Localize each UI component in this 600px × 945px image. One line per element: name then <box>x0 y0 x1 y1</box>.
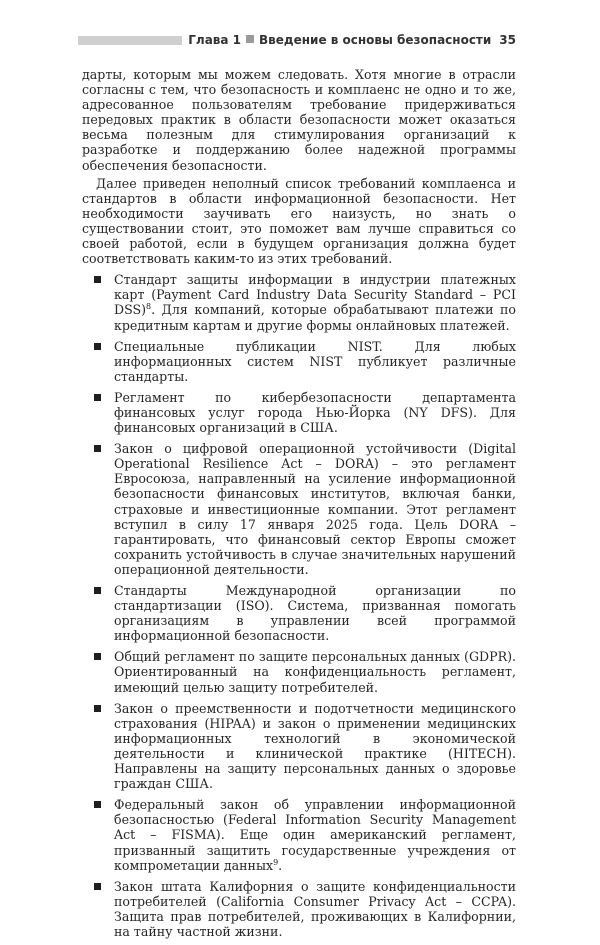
standards-list <box>82 272 516 939</box>
page-number: 35 <box>499 33 516 47</box>
list-item <box>82 272 516 332</box>
footnote-marker: 9 <box>273 857 279 867</box>
list-item-text: Федеральный закон об управлении информационной безопасностью (Federal Information Security Management Act – FISMA). Еще один американский регламент, призванный защитить государственные учреждения от компрометации данных <box>114 797 516 873</box>
list-item-text: Закон о цифровой операционной устойчивости (Digital Operational Resilience Act – DORA) – это регламент Евросоюза, направленный на усиление информационной безопасности финансовых институтов, включая банки, страховые и инвестиционные компании. Этот регламент вступил в силу 17 января 2025 года. Цель DORA – гарантировать, что финансовый сектор Европы сможет сохранить устойчивость в случае значительных нарушений операционной деятельности. <box>114 441 516 577</box>
list-item <box>82 441 516 577</box>
list-item-text-after: . Для компаний, которые обрабатывают платежи по кредитным картам и другие формы онлайновых платежей. <box>114 302 516 333</box>
paragraph-intro: Далее приведен неполный список требований комплаенса и стандартов в области информационной безопасности. Нет необходимости заучивать его наизусть, но знать о существовании стоит, это поможет вам лучше справиться со своей работой, если в будущем организация должна будет соответствовать каким-то из этих требований. <box>82 175 516 267</box>
list-item-text: Закон штата Калифорния о защите конфиденциальности потребителей (California Consumer Privacy Act – CCPA). Защита прав потребителей, проживающих в Калифорнии, на тайну частной жизни. <box>114 878 516 939</box>
header-text <box>182 32 516 48</box>
list-item-text: Общий регламент по защите персональных данных (GDPR). Ориентированный на конфиденциальность регламент, имеющий целью защиту потребителей. <box>114 649 516 695</box>
chapter-title: Введение в основы безопасности <box>259 33 492 47</box>
list-item <box>82 797 516 872</box>
bullet-square-icon <box>94 883 101 890</box>
body-text <box>82 67 516 945</box>
bullet-square-icon <box>94 653 101 660</box>
list-item-text: Закон о преемственности и подотчетности медицинского страхования (HIPAA) и закон о применении медицинских информационных технологий в экономической деятельности и клинической практике (HITECH). Направлены на защиту персональных данных о здоровье граждан США. <box>114 700 516 792</box>
bullet-square-icon <box>94 445 101 452</box>
footnote-marker: 8 <box>146 302 152 312</box>
list-item <box>82 583 516 643</box>
list-item <box>82 390 516 435</box>
paragraph-continued: дарты, которым мы можем следовать. Хотя многие в отрасли согласны с тем, что безопасность и комплаенс не одно и то же, адресованное пользователям требование придерживаться передовых практик в области безопасности может оказаться весьма полезным для стимулирования организаций к разработке и поддержанию более надежной программы обеспечения безопасности. <box>82 67 516 173</box>
list-item-text-after: . <box>278 857 283 873</box>
list-item <box>82 701 516 792</box>
list-item <box>82 649 516 694</box>
bullet-square-icon <box>94 394 101 401</box>
list-item <box>82 339 516 384</box>
header-square-icon <box>246 35 254 43</box>
list-item-text: Специальные публикации NIST. Для любых информационных систем NIST публикует различные стандарты. <box>114 338 516 384</box>
bullet-square-icon <box>94 343 101 350</box>
list-item-text: Стандарт защиты информации в индустрии платежных карт (Payment Card Industry Data Security Standard – PCI DSS) <box>114 272 516 318</box>
chapter-label: Глава 1 <box>188 33 242 47</box>
bullet-square-icon <box>94 276 101 283</box>
list-item-text: Стандарты Международной организации по стандартизации (ISO). Система, призванная помогать организациям в управлении всей программой информационной безопасности. <box>114 583 516 644</box>
running-header <box>0 27 600 47</box>
list-item-text: Регламент по кибербезопасности департамента финансовых услуг города Нью-Йорка (NY DFS). Для финансовых организаций в США. <box>114 389 516 436</box>
bullet-square-icon <box>94 705 101 712</box>
bullet-square-icon <box>94 801 101 808</box>
bullet-square-icon <box>94 587 101 594</box>
list-item <box>82 879 516 939</box>
